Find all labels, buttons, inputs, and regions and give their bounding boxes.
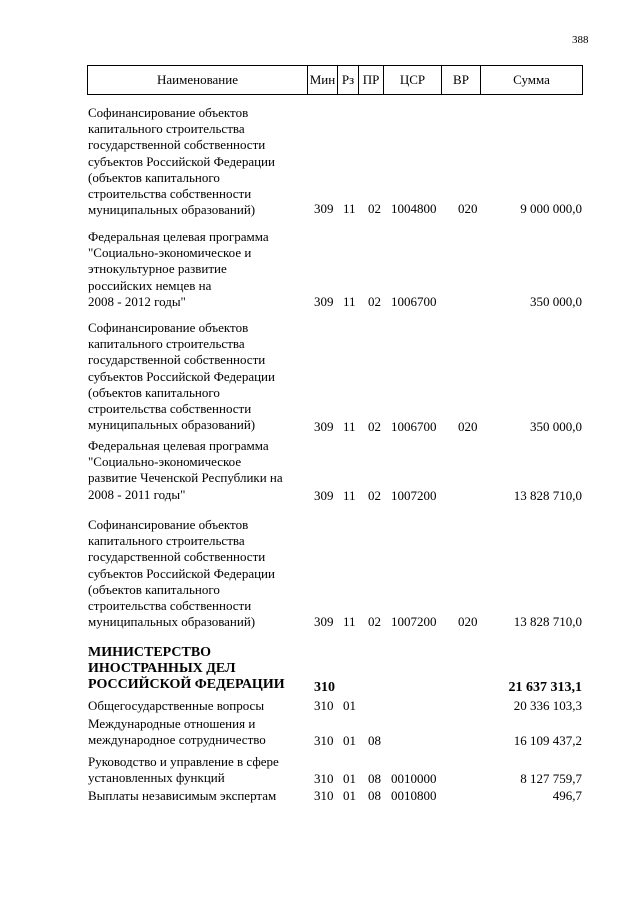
table-row <box>0 788 640 804</box>
row-min: 309 <box>314 614 334 629</box>
row-sum: 8 127 759,7 <box>520 771 582 786</box>
table-row <box>0 645 640 696</box>
row-csr: 1006700 <box>391 294 437 309</box>
table-row <box>0 438 640 504</box>
row-rz: 01 <box>343 771 356 786</box>
row-min: 310 <box>314 680 335 695</box>
row-rz: 01 <box>343 698 356 713</box>
header-vr: ВР <box>441 66 480 94</box>
row-name: Софинансирование объектов капитального строительства государственной собственности субъектов Российской Федерации (объектов капитального строительства собственности муниципальных образований) <box>88 105 275 218</box>
page-number: 388 <box>572 34 589 46</box>
row-min: 309 <box>314 201 334 216</box>
row-csr: 1007200 <box>391 614 437 629</box>
row-csr: 1007200 <box>391 488 437 503</box>
row-pr: 08 <box>368 733 381 748</box>
row-name: Международные отношения и международное сотрудничество <box>88 716 266 748</box>
row-sum: 350 000,0 <box>530 294 582 309</box>
row-name: Общегосударственные вопросы <box>88 698 265 713</box>
header-sum: Сумма <box>480 66 582 94</box>
row-vr: 020 <box>458 419 478 434</box>
row-pr: 02 <box>368 488 381 503</box>
row-sum: 350 000,0 <box>530 419 582 434</box>
row-csr: 1006700 <box>391 419 437 434</box>
row-csr: 1004800 <box>391 201 437 216</box>
row-rz: 11 <box>343 201 356 216</box>
row-name: Федеральная целевая программа "Социально-экономическое развитие Чеченской Республики на 2008 - 2011 годы" <box>88 438 283 502</box>
row-min: 309 <box>314 488 334 503</box>
row-name: Федеральная целевая программа "Социально-экономическое и этнокультурное развитие российских немцев на 2008 - 2012 годы" <box>88 229 269 309</box>
row-pr: 08 <box>368 788 381 803</box>
header-name: Наименование <box>157 72 238 87</box>
header-csr: ЦСР <box>383 66 441 94</box>
row-rz: 11 <box>343 488 356 503</box>
table-row <box>0 517 640 630</box>
row-rz: 01 <box>343 788 356 803</box>
table-header <box>87 65 583 95</box>
row-name: Выплаты независимым экспертам <box>88 788 277 803</box>
row-min: 309 <box>314 294 334 309</box>
header-pr: ПР <box>358 66 383 94</box>
row-pr: 02 <box>368 294 381 309</box>
row-pr: 02 <box>368 614 381 629</box>
row-csr: 0010000 <box>391 771 437 786</box>
row-name: Софинансирование объектов капитального строительства государственной собственности субъектов Российской Федерации (объектов капитального строительства собственности муниципальных образований) <box>88 517 275 630</box>
header-rz: Рз <box>337 66 358 94</box>
table-row <box>0 229 640 310</box>
row-min: 310 <box>314 698 334 713</box>
row-sum: 20 336 103,3 <box>513 698 582 713</box>
row-sum: 16 109 437,2 <box>513 733 582 748</box>
row-name: МИНИСТЕРСТВО ИНОСТРАННЫХ ДЕЛ РОССИЙСКОЙ ФЕДЕРАЦИИ <box>88 645 285 693</box>
row-rz: 11 <box>343 419 356 434</box>
row-name: Софинансирование объектов капитального строительства государственной собственности субъектов Российской Федерации (объектов капитального строительства собственности муниципальных образований) <box>88 320 275 433</box>
row-min: 310 <box>314 771 334 786</box>
table-row <box>0 754 640 787</box>
row-name: Руководство и управление в сфере установленных функций <box>88 754 279 786</box>
row-pr: 02 <box>368 201 381 216</box>
table-row <box>0 105 640 217</box>
table-row <box>0 320 640 435</box>
row-min: 309 <box>314 419 334 434</box>
row-csr: 0010800 <box>391 788 437 803</box>
row-sum: 13 828 710,0 <box>513 488 582 503</box>
row-sum: 21 637 313,1 <box>508 680 582 695</box>
row-vr: 020 <box>458 201 478 216</box>
table-row <box>0 698 640 714</box>
row-rz: 01 <box>343 733 356 748</box>
row-sum: 9 000 000,0 <box>520 201 582 216</box>
table-row <box>0 716 640 749</box>
row-rz: 11 <box>343 614 356 629</box>
row-min: 310 <box>314 788 334 803</box>
row-pr: 08 <box>368 771 381 786</box>
header-min: Мин <box>307 66 337 94</box>
row-vr: 020 <box>458 614 478 629</box>
row-sum: 13 828 710,0 <box>513 614 582 629</box>
row-sum: 496,7 <box>552 788 582 803</box>
row-rz: 11 <box>343 294 356 309</box>
row-min: 310 <box>314 733 334 748</box>
row-pr: 02 <box>368 419 381 434</box>
